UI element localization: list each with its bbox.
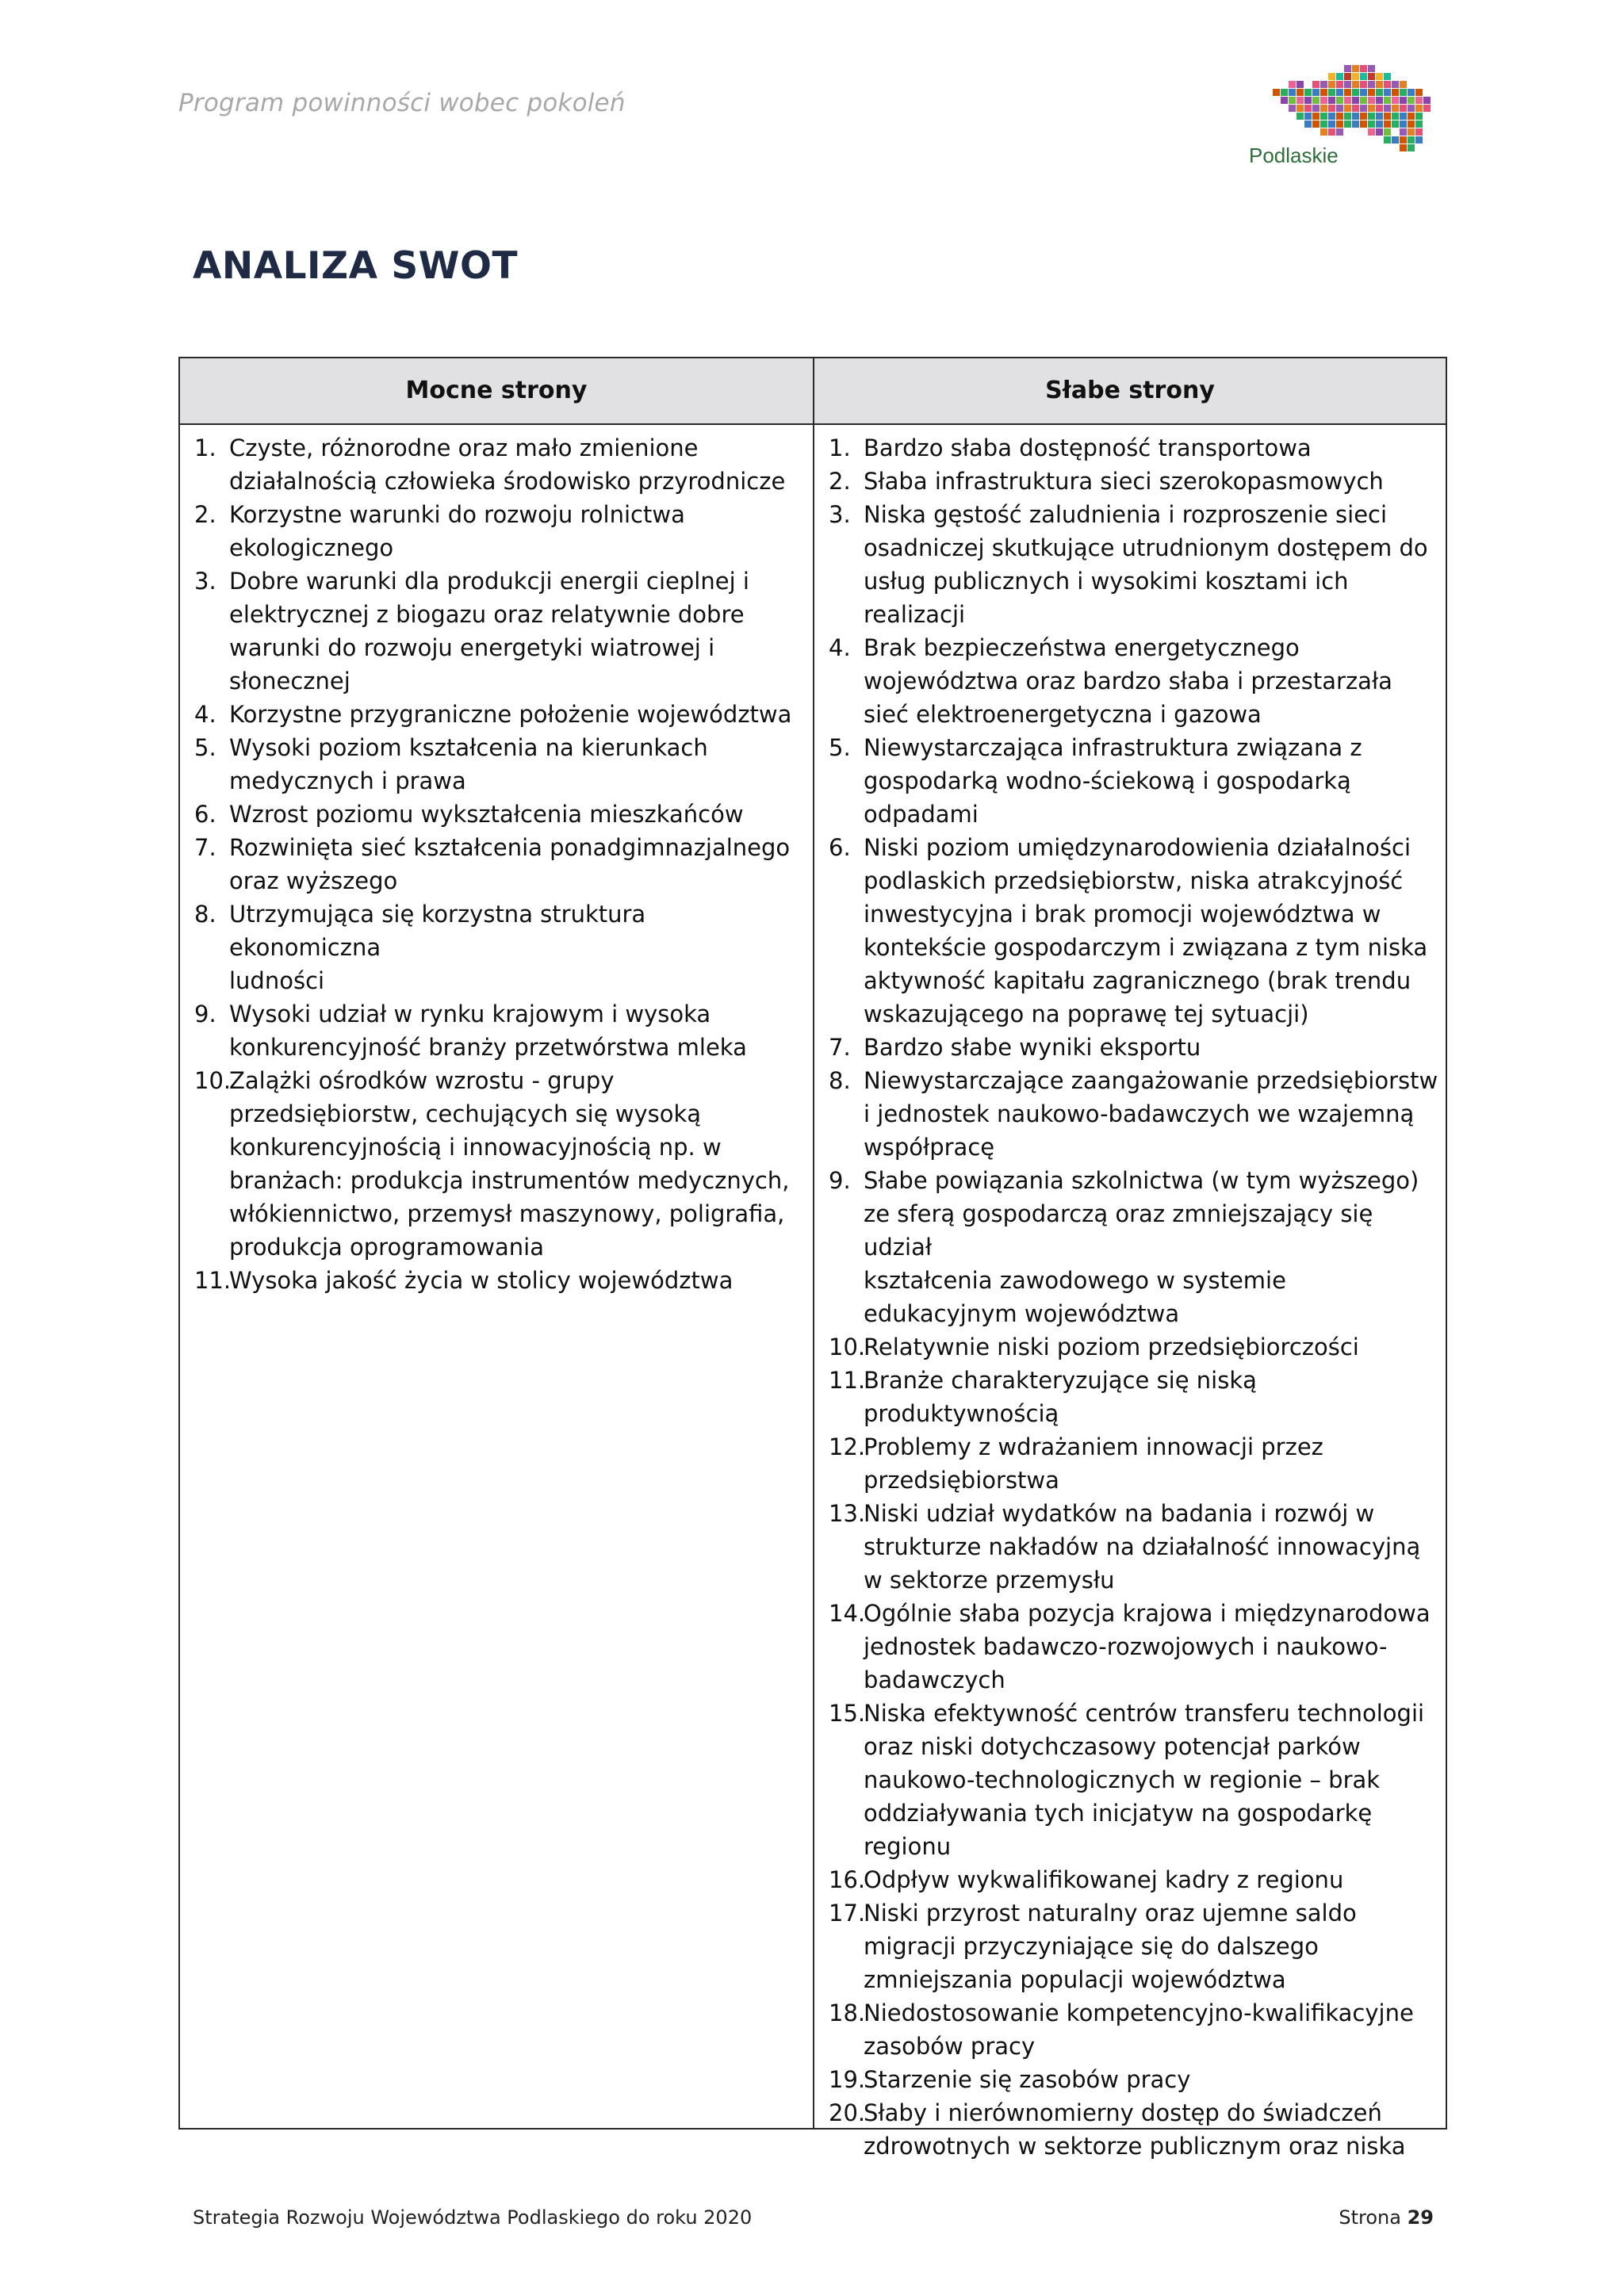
item-number: 5. (829, 734, 851, 761)
item-text-line: Dobre warunki dla produkcji energii cieplnej i (229, 568, 749, 595)
item-text-line: Bardzo słabe wyniki eksportu (864, 1034, 1201, 1061)
list-item (180, 698, 803, 731)
item-text-line: Wysoki udział w rynku krajowym i wysoka (229, 1001, 711, 1027)
item-number: 6. (829, 834, 851, 861)
list-item (814, 1863, 1446, 1896)
item-text-line: oraz niski dotychczasowy potencjał parków (864, 1733, 1361, 1760)
item-number: 12. (829, 1433, 866, 1460)
item-text-line: ekologicznego (229, 534, 394, 561)
list-item (814, 1430, 1446, 1497)
item-text-line: Korzystne warunki do rozwoju rolnictwa (229, 501, 685, 528)
item-text-line: osadniczej skutkujące utrudnionym dostępem do (864, 534, 1428, 561)
item-text-line: Wysoki poziom kształcenia na kierunkach (229, 734, 708, 761)
item-text-line: sieć elektroenergetyczna i gazowa (864, 701, 1262, 728)
list-item (814, 1064, 1446, 1164)
list-item (814, 465, 1446, 498)
item-text-line: Rozwinięta sieć kształcenia ponadgimnazjalnego (229, 834, 791, 861)
item-text-line: Wzrost poziomu wykształcenia mieszkańców (229, 801, 744, 828)
running-header: Program powinności wobec pokoleń (178, 89, 626, 117)
item-text-line: realizacji (864, 601, 966, 628)
list-item (814, 1597, 1446, 1697)
list-item (180, 897, 803, 997)
item-text-line: Niska efektywność centrów transferu technologii (864, 1700, 1425, 1727)
item-text-line: ze sferą gospodarczą oraz zmniejszający się udział (864, 1200, 1373, 1261)
list-item (814, 1697, 1446, 1863)
item-text-line: w sektorze przemysłu (864, 1567, 1115, 1594)
list-item (814, 1497, 1446, 1597)
item-text-line: ludności (229, 967, 325, 994)
item-text-line: inwestycyjna i brak promocji województwa w (864, 901, 1381, 928)
logo-text: Podlaskie (1249, 144, 1339, 167)
item-text-line: i jednostek naukowo-badawczych we wzajemną (864, 1100, 1415, 1127)
footer-document-title: Strategia Rozwoju Województwa Podlaskiego do roku 2020 (193, 2206, 753, 2229)
item-text-line: odpadami (864, 801, 979, 828)
swot-table (178, 357, 1447, 2160)
item-number: 14. (829, 1600, 866, 1627)
item-text-line: włókiennictwo, przemysł maszynowy, poligrafia, (229, 1200, 785, 1227)
item-number: 11. (829, 1367, 866, 1394)
list-item (180, 997, 803, 1064)
item-text-line: podlaskich przedsiębiorstw, niska atrakcyjność (864, 867, 1404, 894)
item-text-line: działalnością człowieka środowisko przyrodnicze (229, 468, 786, 495)
item-text-line: wskazującego na poprawę tej sytuacji) (864, 1001, 1309, 1027)
list-item (180, 1064, 803, 1264)
item-text-line: Czyste, różnorodne oraz mało zmienione (229, 434, 699, 461)
footer-page-number (1339, 2206, 1434, 2229)
weaknesses-list (814, 431, 1446, 2163)
item-text-line: elektrycznej z biogazu oraz relatywnie dobre (229, 601, 745, 628)
item-text-line: naukowo-technologicznych w regionie – brak (864, 1766, 1381, 1793)
list-item (180, 831, 803, 897)
strengths-list (180, 431, 803, 1297)
item-number: 16. (829, 1866, 866, 1893)
item-text-line: zdrowotnych w sektorze publicznym oraz niska (864, 2133, 1406, 2160)
item-text-line: Bardzo słaba dostępność transportowa (864, 434, 1312, 461)
item-number: 8. (194, 901, 216, 928)
item-text-line: produktywnością (864, 1400, 1059, 1427)
item-text-line: aktywność kapitału zagranicznego (brak trendu (864, 967, 1411, 994)
list-item (180, 498, 803, 564)
item-text-line: Niski poziom umiędzynarodowienia działalności (864, 834, 1411, 861)
item-text-line: współpracę (864, 1134, 995, 1161)
item-text-line: jednostek badawczo-rozwojowych i naukowo- (864, 1633, 1388, 1660)
item-text-line: Korzystne przygraniczne położenie województwa (229, 701, 792, 728)
item-text-line: badawczych (864, 1667, 1005, 1693)
item-text-line: branżach: produkcja instrumentów medycznych, (229, 1167, 790, 1194)
item-text-line: przedsiębiorstwa (864, 1467, 1059, 1494)
item-number: 8. (829, 1067, 851, 1094)
list-item (814, 498, 1446, 631)
item-text-line: Słaby i nierównomierny dostęp do świadczeń (864, 2099, 1382, 2126)
item-text-line: przedsiębiorstw, cechujących się wysoką (229, 1100, 702, 1127)
item-text-line: Niski przyrost naturalny oraz ujemne saldo (864, 1900, 1357, 1927)
item-number: 11. (194, 1267, 232, 1294)
item-text-line: zasobów pracy (864, 2033, 1036, 2060)
item-number: 4. (829, 634, 851, 661)
item-text-line: medycznych i prawa (229, 767, 466, 794)
item-text-line: konkurencyjność branży przetwórstwa mleka (229, 1034, 747, 1061)
item-number: 6. (194, 801, 216, 828)
item-text-line: Brak bezpieczeństwa energetycznego (864, 634, 1300, 661)
item-number: 3. (194, 568, 216, 595)
item-text-line: Odpływ wykwalifikowanej kadry z regionu (864, 1866, 1344, 1893)
item-text-line: Niska gęstość zaludnienia i rozproszenie sieci (864, 501, 1388, 528)
list-item (180, 798, 803, 831)
item-number: 1. (829, 434, 851, 461)
item-text-line: Utrzymująca się korzystna struktura ekonomiczna (229, 901, 646, 961)
item-text-line: kontekście gospodarczym i związana z tym niska (864, 934, 1428, 961)
item-number: 13. (829, 1500, 866, 1527)
item-text-line: województwa oraz bardzo słaba i przestarzała (864, 668, 1392, 695)
item-text-line: oddziaływania tych inicjatyw na gospodarkę (864, 1800, 1373, 1827)
item-number: 9. (194, 1001, 216, 1027)
item-text-line: Słaba infrastruktura sieci szerokopasmowych (864, 468, 1384, 495)
item-number: 1. (194, 434, 216, 461)
list-item (814, 631, 1446, 731)
list-item (814, 2063, 1446, 2096)
item-text-line: regionu (864, 1833, 952, 1860)
item-text-line: słonecznej (229, 668, 350, 695)
strengths-header: Mocne strony (405, 377, 588, 404)
item-text-line: Starzenie się zasobów pracy (864, 2066, 1191, 2093)
item-number: 7. (829, 1034, 851, 1061)
list-item (814, 1896, 1446, 1996)
item-text-line: Niedostosowanie kompetencyjno-kwalifikacyjne (864, 1999, 1414, 2026)
item-text-line: Relatywnie niski poziom przedsiębiorczości (864, 1334, 1359, 1360)
item-text-line: Słabe powiązania szkolnictwa (w tym wyższego) (864, 1167, 1419, 1194)
item-text-line: migracji przyczyniające się do dalszego (864, 1933, 1319, 1960)
list-item (180, 731, 803, 798)
list-item (814, 1364, 1446, 1430)
list-item (814, 831, 1446, 1031)
item-text-line: Niewystarczające zaangażowanie przedsiębiorstw (864, 1067, 1438, 1094)
list-item (180, 564, 803, 698)
item-number: 15. (829, 1700, 866, 1727)
item-number: 20. (829, 2099, 866, 2126)
item-number: 10. (829, 1334, 866, 1360)
weaknesses-header: Słabe strony (1045, 377, 1215, 404)
list-item (180, 1264, 803, 1297)
item-text-line: Wysoka jakość życia w stolicy województwa (229, 1267, 733, 1294)
list-item (814, 1330, 1446, 1364)
list-item (814, 731, 1446, 831)
list-item (180, 431, 803, 498)
item-number: 18. (829, 1999, 866, 2026)
list-item (814, 1031, 1446, 1064)
item-number: 2. (194, 501, 216, 528)
item-text-line: edukacyjnym województwa (864, 1300, 1180, 1327)
item-number: 2. (829, 468, 851, 495)
item-text-line: Niski udział wydatków na badania i rozwój w (864, 1500, 1375, 1527)
item-number: 7. (194, 834, 216, 861)
item-text-line: Problemy z wdrażaniem innowacji przez (864, 1433, 1323, 1460)
item-text-line: produkcja oprogramowania (229, 1234, 544, 1261)
item-number: 3. (829, 501, 851, 528)
list-item (814, 1996, 1446, 2063)
item-text-line: Zalążki ośrodków wzrostu - grupy (229, 1067, 615, 1094)
item-text-line: konkurencyjnością i innowacyjnością np. w (229, 1134, 722, 1161)
item-text-line: gospodarką wodno-ściekową i gospodarką (864, 767, 1351, 794)
item-text-line: strukturze nakładów na działalność innowacyjną (864, 1533, 1421, 1560)
item-number: 10. (194, 1067, 232, 1094)
list-item (814, 2096, 1446, 2163)
item-number: 5. (194, 734, 216, 761)
item-number: 19. (829, 2066, 866, 2093)
item-text-line: usług publicznych i wysokimi kosztami ich (864, 568, 1349, 595)
item-text-line: warunki do rozwoju energetyki wiatrowej i (229, 634, 715, 661)
page-label: Strona (1339, 2206, 1401, 2229)
page-number: 29 (1407, 2206, 1434, 2229)
list-item (814, 431, 1446, 465)
item-number: 17. (829, 1900, 866, 1927)
item-number: 4. (194, 701, 216, 728)
item-text-line: zmniejszania populacji województwa (864, 1966, 1286, 1993)
item-number: 9. (829, 1167, 851, 1194)
page-title: ANALIZA SWOT (193, 244, 519, 288)
item-text-line: Ogólnie słaba pozycja krajowa i międzynarodowa (864, 1600, 1431, 1627)
item-text-line: oraz wyższego (229, 867, 398, 894)
item-text-line: Niewystarczająca infrastruktura związana z (864, 734, 1362, 761)
list-item (814, 1164, 1446, 1330)
podlaskie-logo (1241, 63, 1439, 170)
item-text-line: Branże charakteryzujące się niską (864, 1367, 1257, 1394)
item-text-line: kształcenia zawodowego w systemie (864, 1267, 1286, 1294)
